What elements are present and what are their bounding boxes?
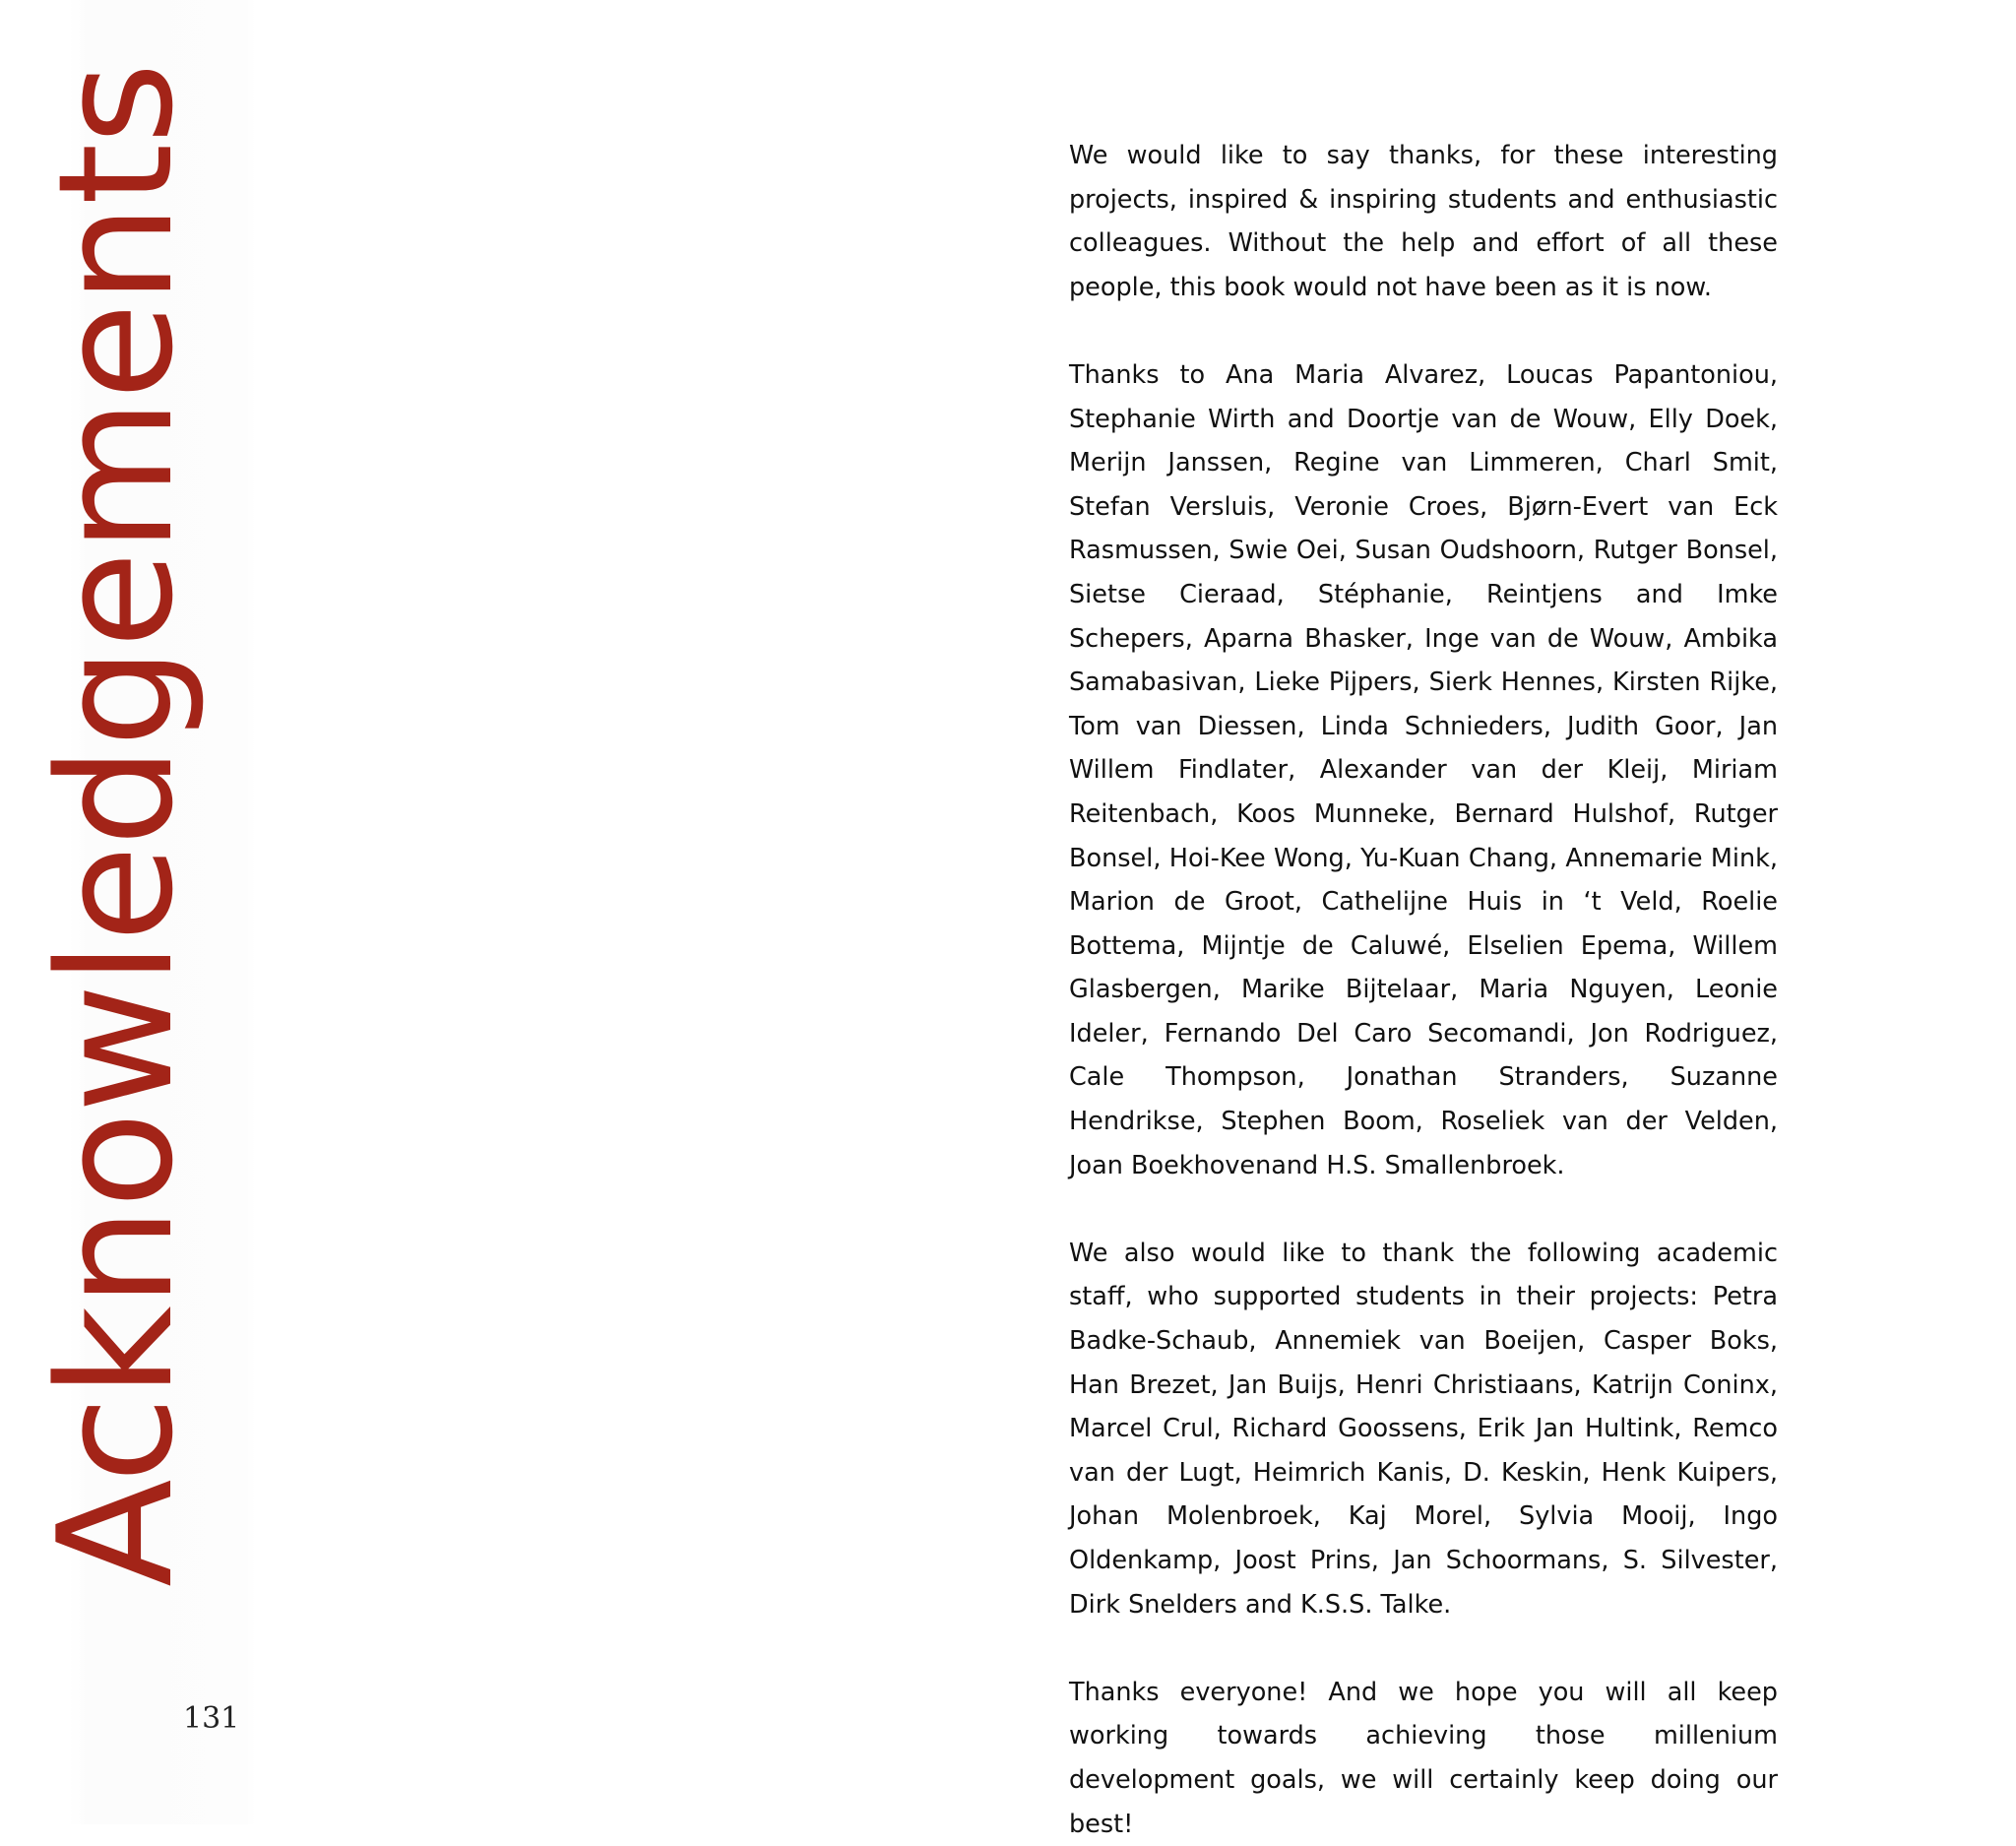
academic-staff-paragraph: We also would like to thank the following academic staff, who supported students in their projects: Petra Badke-Schaub, Annemiek van Boeijen, Casper Boks, Han Brezet, Jan Buijs, Henri Christiaans, Katrijn Coninx, Marcel Crul, Richard Goossens, Erik Jan Hultink, Remco van der Lugt, Heimrich Kanis, D. Keskin, Henk Kuipers, Johan Molenbroek, Kaj Morel, Sylvia Mooij, Ingo Oldenkamp, Joost Prins, Jan Schoormans, S. Silvester, Dirk Snelders and K.S.S. Talke. xyxy=(1069,1238,1778,1620)
intro-paragraph: We would like to say thanks, for these interesting projects, inspired & inspiring students and enthusiastic colleagues. Without the help and effort of all these people, this book would not have been as it is now. xyxy=(1069,141,1778,302)
names-paragraph: Thanks to Ana Maria Alvarez, Loucas Papantoniou, Stephanie Wirth and Doortje van de Wouw, Elly Doek, Merijn Janssen, Regine van Limmeren, Charl Smit, Stefan Versluis, Veronie Croes, Bjørn-Evert van Eck Rasmussen, Swie Oei, Susan Oudshoorn, Rutger Bonsel, Sietse Cieraad, Stéphanie, Reintjens and Imke Schepers, Aparna Bhasker, Inge van de Wouw, Ambika Samabasivan, Lieke Pijpers, Sierk Hennes, Kirsten Rijke, Tom van Diessen, Linda Schnieders, Judith Goor, Jan Willem Findlater, Alexander van der Kleij, Miriam Reitenbach, Koos Munneke, Bernard Hulshof, Rutger Bonsel, Hoi-Kee Wong, Yu-Kuan Chang, Annemarie Mink, Marion de Groot, Cathelijne Huis in ‘t Veld, Roelie Bottema, Mijntje de Caluwé, Elselien Epema, Willem Glasbergen, Marike Bijtelaar, Maria Nguyen, Leonie Ideler, Fernando Del Caro Secomandi, Jon Rodriguez, Cale Thompson, Jonathan Stranders, Suzanne Hendrikse, Stephen Boom, Roseliek van der Velden, Joan Boekhovenand H.S. Smallenbroek. xyxy=(1069,359,1778,1180)
closing-paragraph: Thanks everyone! And we hope you will all keep working towards achieving those millenium development goals, we will certainly keep doing our best! xyxy=(1069,1677,1778,1839)
acknowledgements-text xyxy=(1069,134,1778,1846)
page-title: Acknowledgements xyxy=(24,63,208,1587)
page-number: 131 xyxy=(183,1701,240,1736)
